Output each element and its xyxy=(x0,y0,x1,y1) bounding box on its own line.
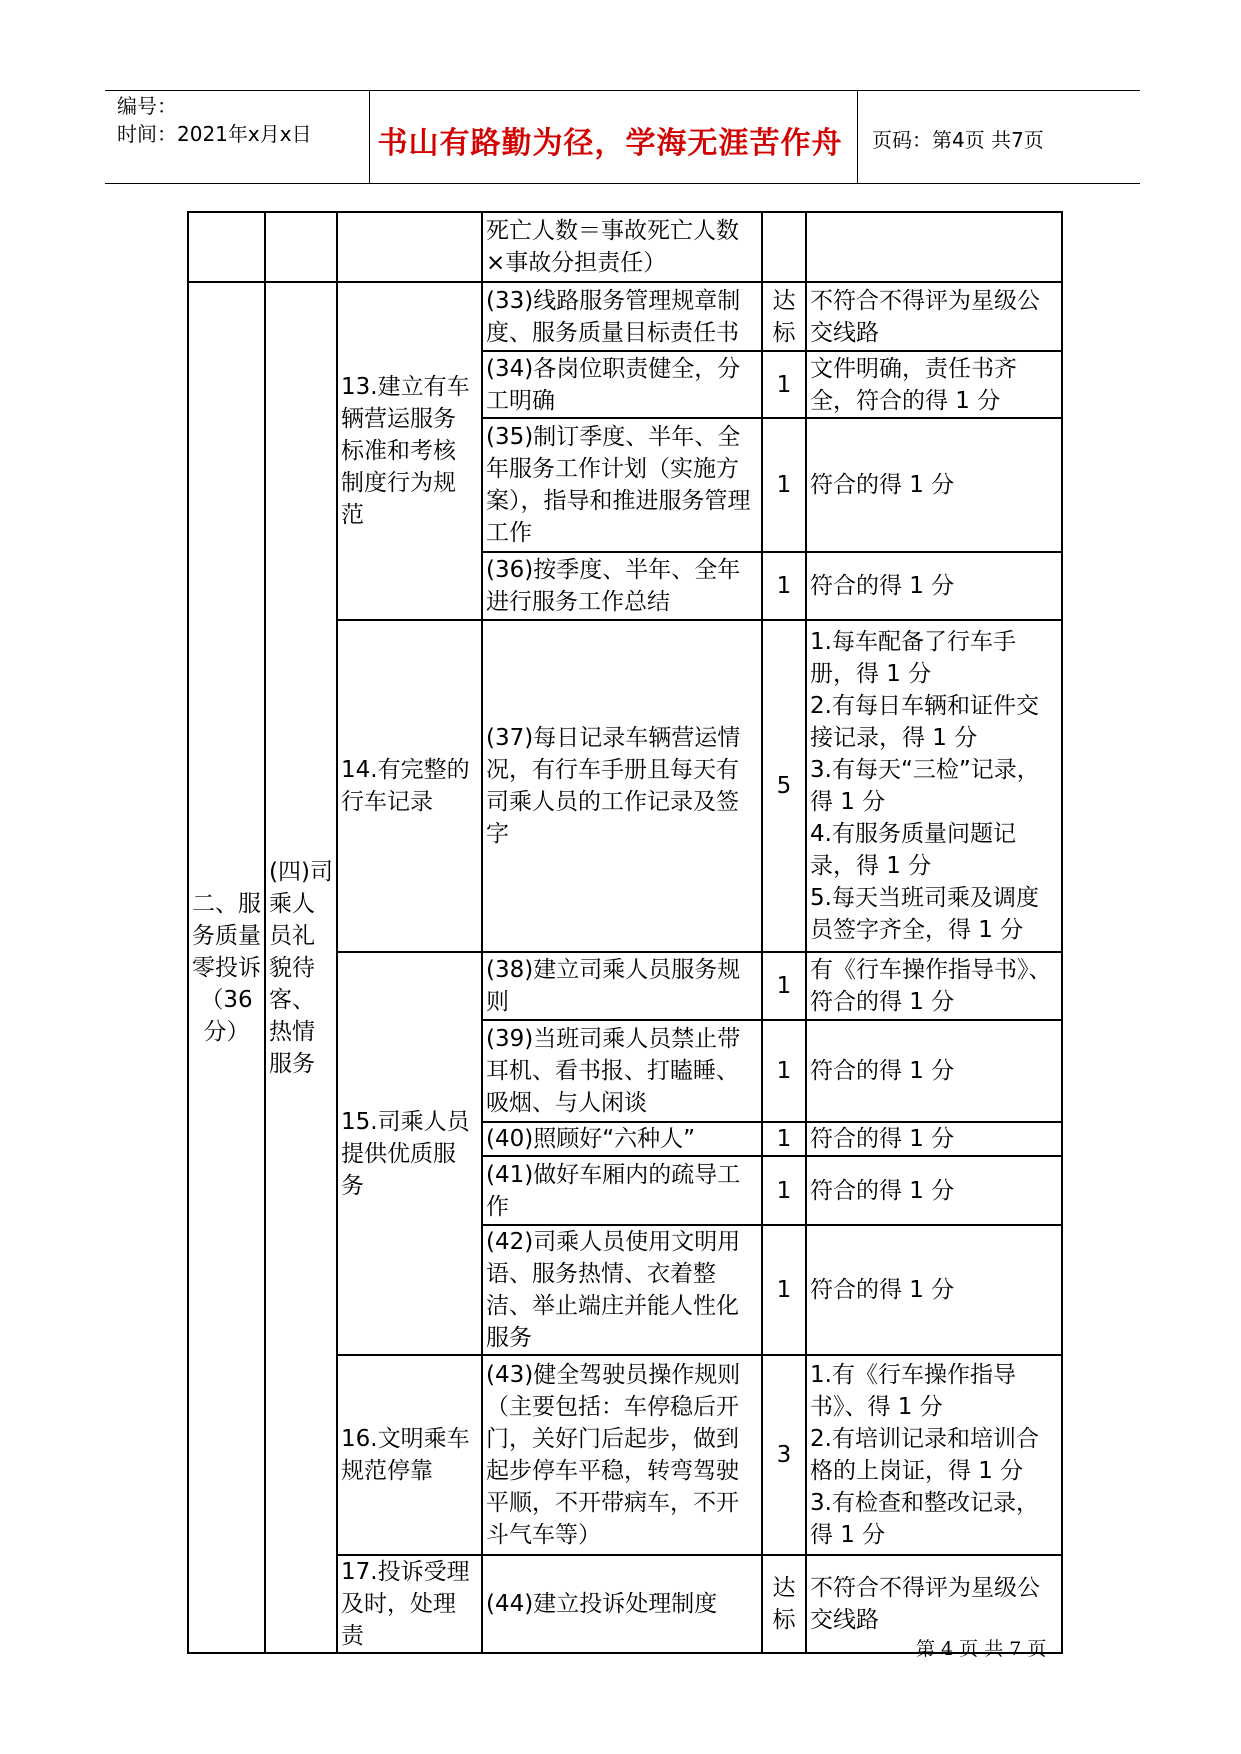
score-cell: 1 xyxy=(762,351,806,418)
rule-cell: 符合的得 1 分 xyxy=(806,1225,1062,1355)
rule-cell xyxy=(806,212,1062,282)
evaluation-table xyxy=(187,211,1063,1654)
item-cell: (36)按季度、半年、全年进行服务工作总结 xyxy=(482,552,762,620)
category-cell: (四)司乘人员礼貌待客、热情服务 xyxy=(265,282,337,1653)
header-top-rule xyxy=(105,90,1140,91)
score-cell: 1 xyxy=(762,418,806,552)
section-cell: 二、服务质量零投诉（36分） xyxy=(188,282,265,1653)
rule-cell: 符合的得 1 分 xyxy=(806,1020,1062,1122)
rule-cell: 符合的得 1 分 xyxy=(806,418,1062,552)
rule-line: 4.有服务质量问题记录，得 1 分 xyxy=(810,821,1016,879)
criterion-17-cell: 17.投诉受理及时，处理责 xyxy=(337,1555,482,1653)
item-cell: (37)每日记录车辆营运情况，有行车手册且每天有司乘人员的工作记录及签字 xyxy=(482,620,762,952)
rule-cell: 符合的得 1 分 xyxy=(806,552,1062,620)
score-cell xyxy=(762,212,806,282)
score-cell: 1 xyxy=(762,1225,806,1355)
score-cell: 1 xyxy=(762,552,806,620)
score-cell: 5 xyxy=(762,620,806,952)
score-cell: 1 xyxy=(762,1020,806,1122)
item-cell: 死亡人数＝事故死亡人数×事故分担责任） xyxy=(482,212,762,282)
table-cell xyxy=(265,212,337,282)
header-page-label: 页码：第4页 共7页 xyxy=(872,128,1044,152)
header-divider-right xyxy=(857,90,858,184)
score-cell: 1 xyxy=(762,952,806,1020)
rule-line: 5.每天当班司乘及调度员签字齐全，得 1 分 xyxy=(810,885,1039,943)
criterion-14-cell: 14.有完整的行车记录 xyxy=(337,620,482,952)
score-cell: 1 xyxy=(762,1156,806,1225)
criterion-16-cell: 16.文明乘车规范停靠 xyxy=(337,1355,482,1555)
rule-cell: 符合的得 1 分 xyxy=(806,1156,1062,1225)
table-row xyxy=(188,212,1062,282)
page-footer: 第 4 页 共 7 页 xyxy=(916,1638,1047,1660)
item-cell: (42)司乘人员使用文明用语、服务热情、衣着整洁、举止端庄并能人性化服务 xyxy=(482,1225,762,1355)
rule-cell: 有《行车操作指导书》、符合的得 1 分 xyxy=(806,952,1062,1020)
score-cell: 3 xyxy=(762,1355,806,1555)
doc-time-label: 时间：2021年x月x日 xyxy=(117,122,312,146)
table-cell xyxy=(337,212,482,282)
item-cell: (40)照顾好“六种人” xyxy=(482,1122,762,1156)
criterion-13-cell: 13.建立有车辆营运服务标准和考核制度行为规范 xyxy=(337,282,482,620)
table-cell xyxy=(188,212,265,282)
rule-line: 1.有《行车操作指导书》、得 1 分 xyxy=(810,1362,1016,1420)
rule-line: 2.有培训记录和培训合格的上岗证，得 1 分 xyxy=(810,1426,1039,1484)
item-cell: (43)健全驾驶员操作规则（主要包括：车停稳后开门，关好门后起步，做到起步停车平稳，转弯驾驶平顺，不开带病车，不开斗气车等） xyxy=(482,1355,762,1555)
header-motto: 书山有路勤为径，学海无涯苦作舟 xyxy=(377,126,843,161)
table-row xyxy=(188,282,1062,351)
doc-number-label: 编号： xyxy=(117,94,177,118)
item-cell: (38)建立司乘人员服务规则 xyxy=(482,952,762,1020)
rule-line: 1.每车配备了行车手册，得 1 分 xyxy=(810,629,1016,687)
criterion-15-cell: 15.司乘人员提供优质服务 xyxy=(337,952,482,1355)
rule-cell xyxy=(806,620,1062,952)
rule-cell: 不符合不得评为星级公交线路 xyxy=(806,282,1062,351)
rule-line: 2.有每日车辆和证件交接记录，得 1 分 xyxy=(810,693,1039,751)
rule-line: 3.有每天“三检”记录，得 1 分 xyxy=(810,757,1040,815)
item-cell: (41)做好车厢内的疏导工作 xyxy=(482,1156,762,1225)
header-meta xyxy=(117,92,312,148)
item-cell: (44)建立投诉处理制度 xyxy=(482,1555,762,1653)
rule-cell: 符合的得 1 分 xyxy=(806,1122,1062,1156)
item-cell: (35)制订季度、半年、全年服务工作计划（实施方案），指导和推进服务管理工作 xyxy=(482,418,762,552)
item-cell: (34)各岗位职责健全，分工明确 xyxy=(482,351,762,418)
rule-cell xyxy=(806,1355,1062,1555)
item-cell: (33)线路服务管理规章制度、服务质量目标责任书 xyxy=(482,282,762,351)
item-cell: (39)当班司乘人员禁止带耳机、看书报、打瞌睡、吸烟、与人闲谈 xyxy=(482,1020,762,1122)
header-bottom-rule xyxy=(105,183,1140,184)
score-cell: 达标 xyxy=(762,282,806,351)
rule-cell: 不符合不得评为星级公交线路 xyxy=(806,1555,1062,1653)
score-cell: 1 xyxy=(762,1122,806,1156)
rule-line: 3.有检查和整改记录，得 1 分 xyxy=(810,1490,1039,1548)
rule-cell: 文件明确，责任书齐全，符合的得 1 分 xyxy=(806,351,1062,418)
score-cell: 达标 xyxy=(762,1555,806,1653)
